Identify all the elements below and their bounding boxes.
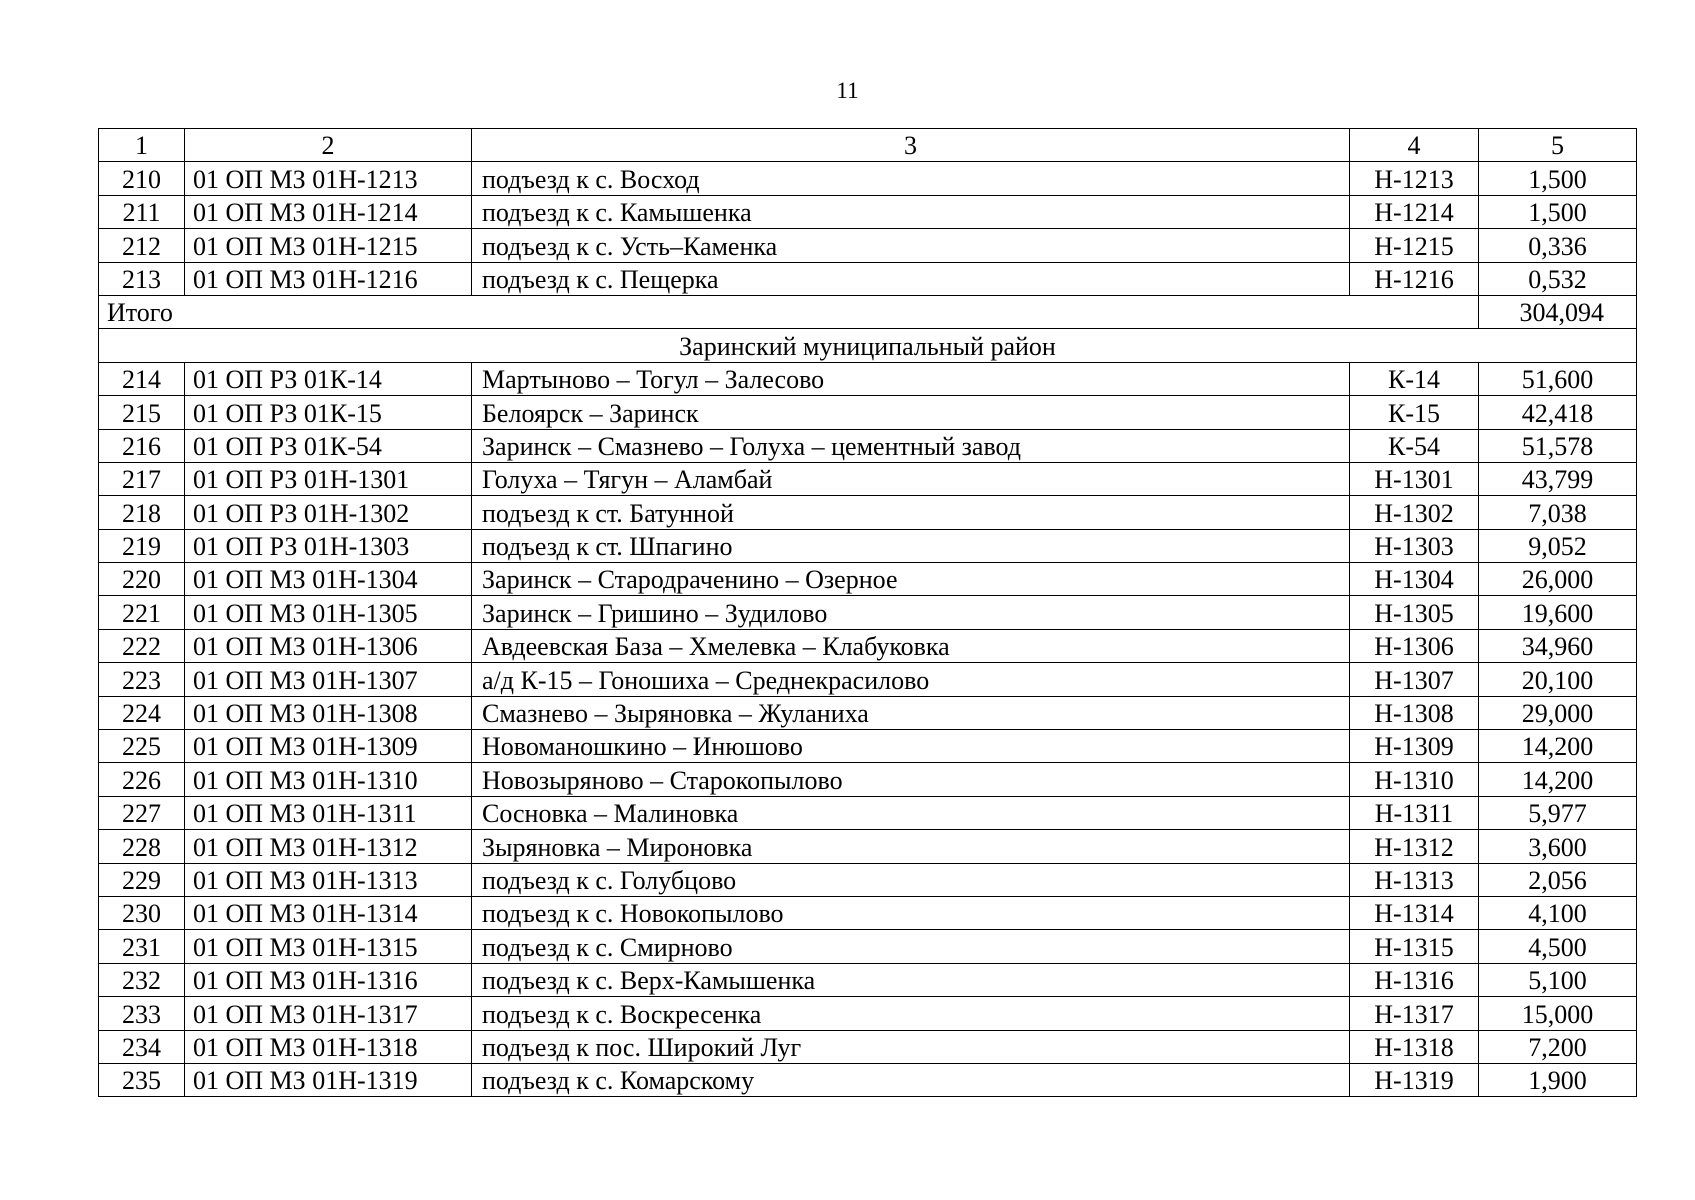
row-number: 220: [99, 563, 185, 596]
road-index: Н-1319: [1350, 1063, 1479, 1096]
row-number: 222: [99, 629, 185, 662]
road-name: Заринск – Смазнево – Голуха – цементный завод: [472, 429, 1350, 462]
page-number: 11: [836, 78, 859, 103]
road-index: К-14: [1350, 362, 1479, 395]
road-index: Н-1304: [1350, 563, 1479, 596]
road-length: 0,336: [1479, 229, 1637, 262]
row-number: 229: [99, 863, 185, 896]
table-row: [99, 863, 1637, 896]
row-number: 230: [99, 896, 185, 929]
road-index: Н-1316: [1350, 963, 1479, 996]
road-length: 1,900: [1479, 1063, 1637, 1096]
road-index: К-15: [1350, 396, 1479, 429]
header-cell-3: 3: [472, 129, 1350, 162]
road-code: 01 ОП РЗ 01К-54: [185, 429, 472, 462]
header-cell-2: 2: [185, 129, 472, 162]
table-row: [99, 1063, 1637, 1096]
road-code: 01 ОП РЗ 01К-14: [185, 362, 472, 395]
road-length: 51,600: [1479, 362, 1637, 395]
row-number: 217: [99, 462, 185, 495]
total-value: 304,094: [1479, 295, 1637, 328]
road-length: 5,977: [1479, 796, 1637, 829]
header-cell-4: 4: [1350, 129, 1479, 162]
road-index: Н-1213: [1350, 162, 1479, 195]
road-code: 01 ОП МЗ 01Н-1314: [185, 896, 472, 929]
table-row: [99, 262, 1637, 295]
road-index: Н-1318: [1350, 1030, 1479, 1063]
road-length: 14,200: [1479, 763, 1637, 796]
road-code: 01 ОП МЗ 01Н-1315: [185, 930, 472, 963]
road-name: подъезд к с. Восход: [472, 162, 1350, 195]
road-length: 1,500: [1479, 195, 1637, 228]
table-row: [99, 362, 1637, 395]
road-code: 01 ОП МЗ 01Н-1306: [185, 629, 472, 662]
table-row: [99, 663, 1637, 696]
road-length: 2,056: [1479, 863, 1637, 896]
road-index: Н-1308: [1350, 696, 1479, 729]
row-number: 210: [99, 162, 185, 195]
road-name: Мартыново – Тогул – Залесово: [472, 362, 1350, 395]
road-name: подъезд к с. Усть–Каменка: [472, 229, 1350, 262]
table-row: [99, 229, 1637, 262]
road-length: 15,000: [1479, 997, 1637, 1030]
table-row: [99, 830, 1637, 863]
road-length: 43,799: [1479, 462, 1637, 495]
table-row: [99, 496, 1637, 529]
road-code: 01 ОП МЗ 01Н-1316: [185, 963, 472, 996]
row-number: 214: [99, 362, 185, 395]
road-index: Н-1305: [1350, 596, 1479, 629]
row-number: 218: [99, 496, 185, 529]
road-index: Н-1306: [1350, 629, 1479, 662]
road-length: 26,000: [1479, 563, 1637, 596]
road-code: 01 ОП МЗ 01Н-1313: [185, 863, 472, 896]
road-length: 20,100: [1479, 663, 1637, 696]
road-index: Н-1309: [1350, 730, 1479, 763]
row-number: 234: [99, 1030, 185, 1063]
road-code: 01 ОП МЗ 01Н-1308: [185, 696, 472, 729]
road-code: 01 ОП МЗ 01Н-1311: [185, 796, 472, 829]
road-length: 34,960: [1479, 629, 1637, 662]
road-code: 01 ОП МЗ 01Н-1318: [185, 1030, 472, 1063]
road-name: подъезд к с. Новокопылово: [472, 896, 1350, 929]
row-number: 228: [99, 830, 185, 863]
row-number: 226: [99, 763, 185, 796]
row-number: 232: [99, 963, 185, 996]
road-code: 01 ОП МЗ 01Н-1214: [185, 195, 472, 228]
total-row: [99, 295, 1637, 328]
road-code: 01 ОП МЗ 01Н-1317: [185, 997, 472, 1030]
road-length: 51,578: [1479, 429, 1637, 462]
road-name: Новозыряново – Старокопылово: [472, 763, 1350, 796]
road-index: Н-1317: [1350, 997, 1479, 1030]
table-row: [99, 930, 1637, 963]
road-length: 9,052: [1479, 529, 1637, 562]
row-number: 216: [99, 429, 185, 462]
header-row: [99, 129, 1637, 162]
road-index: Н-1307: [1350, 663, 1479, 696]
road-name: Зыряновка – Мироновка: [472, 830, 1350, 863]
road-code: 01 ОП МЗ 01Н-1304: [185, 563, 472, 596]
road-length: 0,532: [1479, 262, 1637, 295]
road-index: Н-1214: [1350, 195, 1479, 228]
road-code: 01 ОП МЗ 01Н-1216: [185, 262, 472, 295]
row-number: 224: [99, 696, 185, 729]
table-row: [99, 796, 1637, 829]
road-length: 42,418: [1479, 396, 1637, 429]
district-row: [99, 329, 1637, 362]
road-name: подъезд к ст. Батунной: [472, 496, 1350, 529]
table-row: [99, 195, 1637, 228]
road-index: Н-1312: [1350, 830, 1479, 863]
road-code: 01 ОП МЗ 01Н-1215: [185, 229, 472, 262]
table-row: [99, 563, 1637, 596]
road-name: подъезд к с. Смирново: [472, 930, 1350, 963]
table-row: [99, 763, 1637, 796]
row-number: 231: [99, 930, 185, 963]
road-name: Голуха – Тягун – Аламбай: [472, 462, 1350, 495]
road-name: Авдеевская База – Хмелевка – Клабуковка: [472, 629, 1350, 662]
district-heading: Заринский муниципальный район: [99, 329, 1637, 362]
road-code: 01 ОП МЗ 01Н-1309: [185, 730, 472, 763]
row-number: 225: [99, 730, 185, 763]
road-index: Н-1315: [1350, 930, 1479, 963]
road-code: 01 ОП МЗ 01Н-1312: [185, 830, 472, 863]
road-length: 29,000: [1479, 696, 1637, 729]
road-name: подъезд к с. Воскресенка: [472, 997, 1350, 1030]
header-cell-5: 5: [1479, 129, 1637, 162]
table-row: [99, 629, 1637, 662]
row-number: 215: [99, 396, 185, 429]
row-number: 233: [99, 997, 185, 1030]
road-index: Н-1302: [1350, 496, 1479, 529]
road-name: Новоманошкино – Инюшово: [472, 730, 1350, 763]
road-code: 01 ОП РЗ 01Н-1302: [185, 496, 472, 529]
road-code: 01 ОП МЗ 01Н-1307: [185, 663, 472, 696]
table-row: [99, 963, 1637, 996]
road-length: 3,600: [1479, 830, 1637, 863]
road-name: подъезд к пос. Широкий Луг: [472, 1030, 1350, 1063]
road-code: 01 ОП МЗ 01Н-1213: [185, 162, 472, 195]
road-code: 01 ОП МЗ 01Н-1319: [185, 1063, 472, 1096]
table-row: [99, 462, 1637, 495]
road-length: 4,500: [1479, 930, 1637, 963]
road-name: Заринск – Гришино – Зудилово: [472, 596, 1350, 629]
row-number: 223: [99, 663, 185, 696]
road-index: Н-1216: [1350, 262, 1479, 295]
road-name: Белоярск – Заринск: [472, 396, 1350, 429]
road-length: 1,500: [1479, 162, 1637, 195]
road-code: 01 ОП РЗ 01Н-1301: [185, 462, 472, 495]
row-number: 227: [99, 796, 185, 829]
road-name: подъезд к ст. Шпагино: [472, 529, 1350, 562]
road-index: Н-1301: [1350, 462, 1479, 495]
roads-table: [98, 128, 1637, 1097]
road-index: Н-1314: [1350, 896, 1479, 929]
road-length: 19,600: [1479, 596, 1637, 629]
row-number: 213: [99, 262, 185, 295]
table-row: [99, 596, 1637, 629]
row-number: 221: [99, 596, 185, 629]
road-name: подъезд к с. Верх-Камышенка: [472, 963, 1350, 996]
road-code: 01 ОП МЗ 01Н-1310: [185, 763, 472, 796]
road-code: 01 ОП МЗ 01Н-1305: [185, 596, 472, 629]
roads-table-body: [99, 129, 1637, 1097]
total-label: Итого: [99, 295, 1479, 328]
road-name: подъезд к с. Пещерка: [472, 262, 1350, 295]
road-length: 4,100: [1479, 896, 1637, 929]
road-index: Н-1303: [1350, 529, 1479, 562]
road-index: Н-1313: [1350, 863, 1479, 896]
table-row: [99, 1030, 1637, 1063]
row-number: 235: [99, 1063, 185, 1096]
road-name: Смазнево – Зыряновка – Жуланиха: [472, 696, 1350, 729]
road-length: 14,200: [1479, 730, 1637, 763]
table-row: [99, 896, 1637, 929]
road-index: Н-1311: [1350, 796, 1479, 829]
road-code: 01 ОП РЗ 01К-15: [185, 396, 472, 429]
table-row: [99, 529, 1637, 562]
table-row: [99, 730, 1637, 763]
road-length: 7,038: [1479, 496, 1637, 529]
road-name: а/д К-15 – Гоношиха – Среднекрасилово: [472, 663, 1350, 696]
table-row: [99, 997, 1637, 1030]
road-name: подъезд к с. Камышенка: [472, 195, 1350, 228]
road-code: 01 ОП РЗ 01Н-1303: [185, 529, 472, 562]
table-row: [99, 396, 1637, 429]
row-number: 212: [99, 229, 185, 262]
table-row: [99, 162, 1637, 195]
road-name: Заринск – Стародраченино – Озерное: [472, 563, 1350, 596]
road-index: К-54: [1350, 429, 1479, 462]
road-index: Н-1310: [1350, 763, 1479, 796]
road-name: подъезд к с. Комарскому: [472, 1063, 1350, 1096]
road-index: Н-1215: [1350, 229, 1479, 262]
table-row: [99, 696, 1637, 729]
table-row: [99, 429, 1637, 462]
header-cell-1: 1: [99, 129, 185, 162]
road-name: Сосновка – Малиновка: [472, 796, 1350, 829]
road-length: 5,100: [1479, 963, 1637, 996]
row-number: 211: [99, 195, 185, 228]
road-name: подъезд к с. Голубцово: [472, 863, 1350, 896]
road-length: 7,200: [1479, 1030, 1637, 1063]
row-number: 219: [99, 529, 185, 562]
